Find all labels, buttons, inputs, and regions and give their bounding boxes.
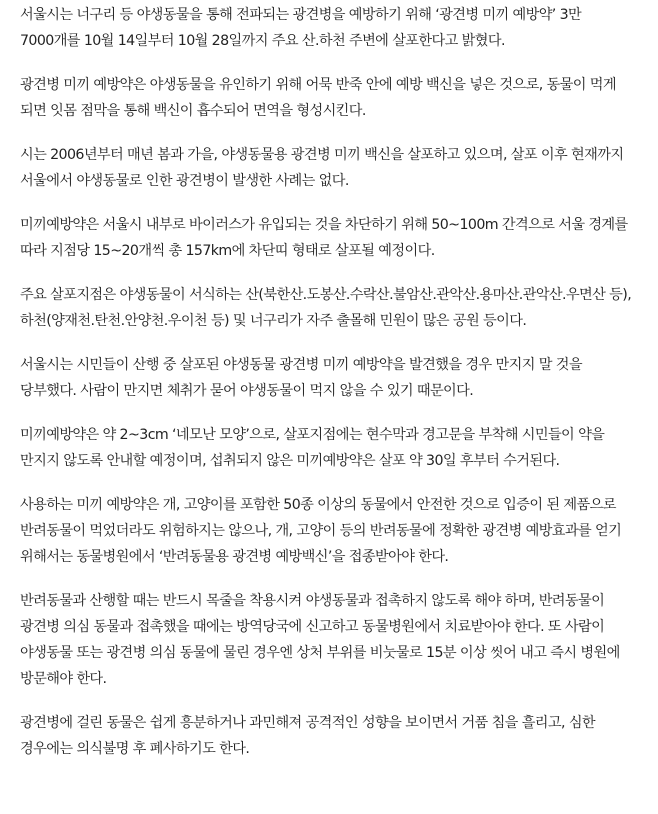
article-paragraph: 반려동물과 산행할 때는 반드시 목줄을 착용시켜 야생동물과 접촉하지 않도록 해야 하며, 반려동물이 광견병 의심 동물과 접촉했을 때에는 방역당국에 신고하고 동물병원에서 치료받아야 한다. 또 사람이 야생동물 또는 광견병 의심 동물에 물린 경우엔 상처 부위를 비눗물로 15분 이상 씻어 내고 즉시 병원에 방문해야 한다. [20,593,620,687]
article-paragraph: 사용하는 미끼 예방약은 개, 고양이를 포함한 50종 이상의 동물에서 안전한 것으로 입증이 된 제품으로 반려동물이 먹었더라도 위험하지는 않으나, 개, 고양이 등의 반려동물에 정확한 광견병 예방효과를 얻기 위해서는 동물병원에서 ‘반려동물용 광견병 예방백신’을 접종받아야 한다. [20,497,622,565]
article-paragraph: 미끼예방약은 약 2~3cm ‘네모난 모양’으로, 살포지점에는 현수막과 경고문을 부착해 시민들이 약을 만지지 않도록 안내할 예정이며, 섭취되지 않은 미끼예방약은 살포 약 30일 후부터 수거된다. [20,427,605,469]
article-paragraph: 서울시는 시민들이 산행 중 살포된 야생동물 광견병 미끼 예방약을 발견했을 경우 만지지 말 것을 당부했다. 사람이 만지면 체취가 묻어 야생동물이 먹지 않을 수 있기 때문이다. [20,357,582,399]
article-paragraph: 광견병에 걸린 동물은 쉽게 흥분하거나 과민해져 공격적인 성향을 보이면서 거품 침을 흘리고, 심한 경우에는 의식불명 후 폐사하기도 한다. [20,715,596,757]
article-paragraph: 주요 살포지점은 야생동물이 서식하는 산(북한산.도봉산.수락산.불암산.관악산.용마산.관악산.우면산 등), 하천(양재천.탄천.안양천.우이천 등) 및 너구리가 자주 출몰해 민원이 많은 공원 등이다. [20,287,632,329]
article-paragraph: 미끼예방약은 서울시 내부로 바이러스가 유입되는 것을 차단하기 위해 50~100m 간격으로 서울 경계를 따라 지점당 15~20개씩 총 157km에 차단띠 형태로 살포될 예정이다. [20,217,628,259]
article-paragraph: 서울시는 너구리 등 야생동물을 통해 전파되는 광견병을 예방하기 위해 ‘광견병 미끼 예방약’ 3만 7000개를 10월 14일부터 10월 28일까지 주요 산.하천 주변에 살포한다고 밝혔다. [20,7,582,49]
article-paragraph: 광견병 미끼 예방약은 야생동물을 유인하기 위해 어묵 반죽 안에 예방 백신을 넣은 것으로, 동물이 먹게 되면 잇몸 점막을 통해 백신이 흡수되어 면역을 형성시킨다. [20,77,616,119]
article-paragraph: 시는 2006년부터 매년 봄과 가을, 야생동물용 광견병 미끼 백신을 살포하고 있으며, 살포 이후 현재까지 서울에서 야생동물로 인한 광견병이 발생한 사례는 없다. [20,147,624,189]
